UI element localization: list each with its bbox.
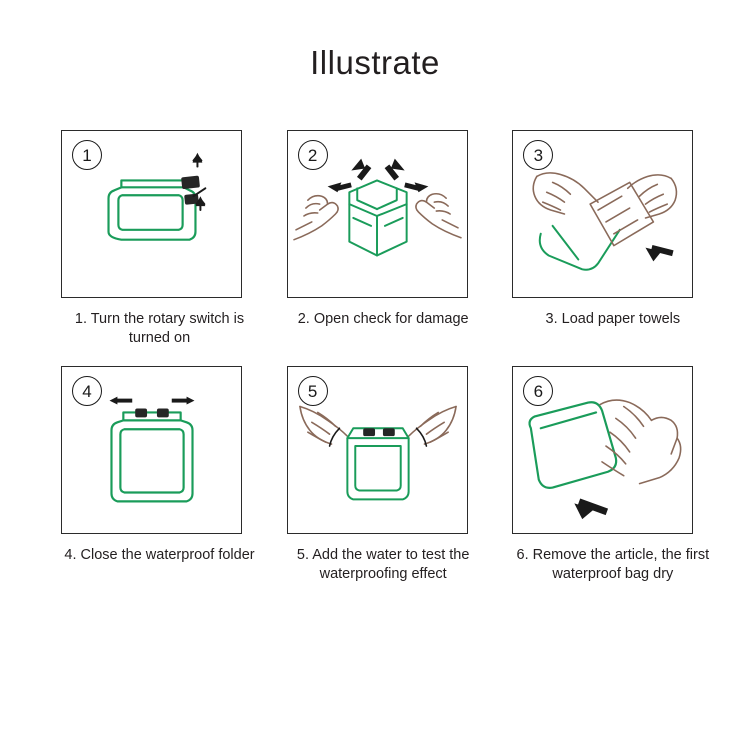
step-card-4 <box>55 366 255 584</box>
hands-water-test-illustration <box>288 367 467 533</box>
step-panel-6 <box>512 366 693 534</box>
hands-loading-paper-towels-illustration <box>513 131 692 297</box>
step-card-5 <box>281 366 474 584</box>
step-card-6 <box>506 366 710 584</box>
step-card-2 <box>281 130 474 348</box>
step-panel-3 <box>512 130 693 298</box>
step-caption-5: 5. Add the water to test the waterproofing effect <box>296 547 470 583</box>
step-number-badge-4: 4 <box>72 376 102 406</box>
grid-row-spacer <box>506 348 700 366</box>
step-number-badge-3: 3 <box>523 140 553 170</box>
step-card-1 <box>55 130 248 348</box>
step-number-badge-5: 5 <box>298 376 328 406</box>
step-caption-2: 2. Open check for damage <box>297 311 469 327</box>
step-number-badge-1: 1 <box>72 140 102 170</box>
steps-grid <box>55 130 710 585</box>
waterproof-bag-rotary-switch-illustration <box>62 131 241 297</box>
step-card-3 <box>506 130 699 348</box>
page-title: Illustrate <box>310 44 440 81</box>
step-caption-4: 4. Close the waterproof folder <box>64 547 255 564</box>
closing-waterproof-folder-illustration <box>62 367 241 533</box>
step-panel-1 <box>61 130 242 298</box>
step-caption-6: 6. Remove the article, the first waterproof bag dry <box>516 547 710 583</box>
hands-opening-bag-illustration <box>288 131 467 297</box>
step-number-badge-6: 6 <box>523 376 553 406</box>
grid-row-spacer <box>281 348 475 366</box>
step-panel-2 <box>287 130 468 298</box>
step-caption-1: 1. Turn the rotary switch is turned on <box>74 311 245 347</box>
hands-removing-article-illustration <box>513 367 692 533</box>
grid-row-spacer <box>55 348 249 366</box>
step-panel-4 <box>61 366 242 534</box>
step-panel-5 <box>287 366 468 534</box>
step-caption-3: 3. Load paper towels <box>545 311 681 327</box>
step-number-badge-2: 2 <box>298 140 328 170</box>
